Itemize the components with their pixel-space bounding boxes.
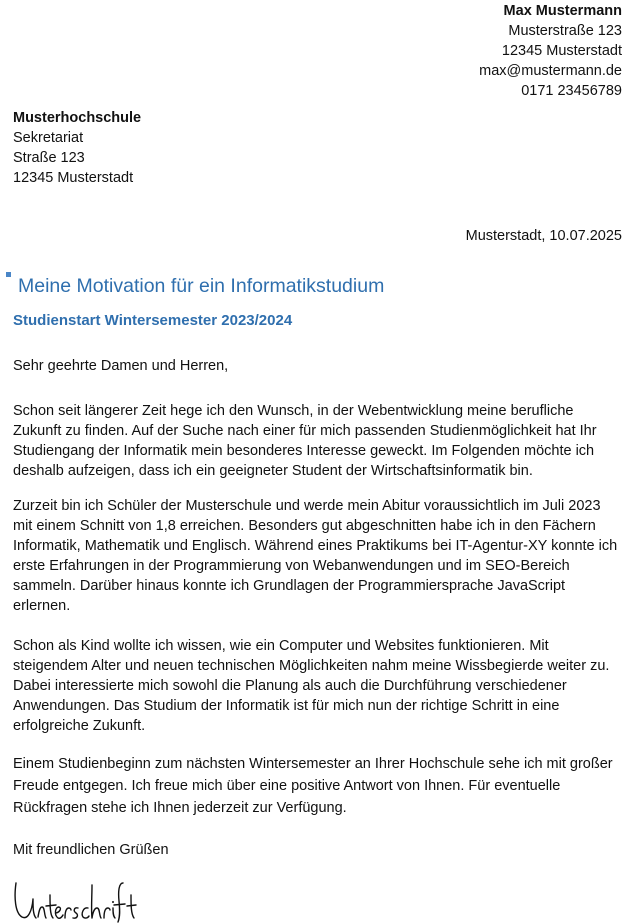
sender-city: 12345 Musterstadt — [501, 43, 622, 59]
sender-phone: 0171 23456789 — [521, 83, 622, 99]
letter-subtitle: Studienstart Wintersemester 2023/2024 — [13, 312, 293, 329]
salutation: Sehr geehrte Damen und Herren, — [13, 358, 229, 374]
sender-email: max@mustermann.de — [479, 63, 622, 79]
paragraph-2: Zurzeit bin ich Schüler der Musterschule und werde mein Abitur voraussichtlich im Juli 2023 mit einem Schnitt von 1,8 erreichen. Besonders gut abgeschnitten habe ich in den Fächern Informatik, Mathematik und Englisch. Während eines Praktikums bei IT-Agentur-XY konnte ich erste Erfahrungen in der Programmierung von Webanwendungen und im SEO-Bereich sammeln. Darüber hinaus konnte ich Grundlagen der Programmiersprache JavaScript erlernen. — [13, 498, 618, 614]
sender-street: Musterstraße 123 — [508, 23, 622, 39]
paragraph-4: Einem Studienbeginn zum nächsten Wintersemester an Ihrer Hochschule sehe ich mit großer Freude entgegen. Ich freue mich über eine positive Antwort von Ihnen. Für eventuelle Rückfragen stehe ich Ihnen jederzeit zur Verfügung. — [13, 756, 613, 816]
letter-title: Meine Motivation für ein Informatikstudium — [18, 275, 385, 297]
sender-address-block — [479, 1, 622, 101]
paragraph-3: Schon als Kind wollte ich wissen, wie ein Computer und Websites funktionieren. Mit steigendem Alter und neuen technischen Möglichkeiten nahm meine Wissbegierde weiter zu. Dabei interessierte mich sowohl die Planung als auch die Durchführung verschiedener Anwendungen. Das Studium der Informatik ist für mich nun der richtige Schritt in eine erfolgreiche Zukunft. — [13, 638, 610, 734]
closing: Mit freundlichen Grüßen — [13, 842, 169, 858]
recipient-city: 12345 Musterstadt — [13, 170, 134, 186]
heading-marker — [6, 272, 11, 277]
sender-name: Max Mustermann — [503, 3, 622, 19]
recipient-name: Musterhochschule — [13, 110, 142, 126]
recipient-department: Sekretariat — [13, 130, 84, 146]
date-line: Musterstadt, 10.07.2025 — [465, 228, 622, 244]
recipient-address-block — [13, 108, 141, 188]
paragraph-1: Schon seit längerer Zeit hege ich den Wunsch, in der Webentwicklung meine berufliche Zukunft zu finden. Auf der Suche nach einer für mich passenden Studienmöglichkeit hat Ihr Studiengang der Informatik mein besonderes Interesse geweckt. Im Folgenden möchte ich deshalb aufzeigen, dass ich ein geeigneter Student der Wirtschaftsinformatik bin. — [13, 403, 597, 479]
recipient-street: Straße 123 — [13, 150, 85, 166]
signature — [12, 877, 137, 923]
